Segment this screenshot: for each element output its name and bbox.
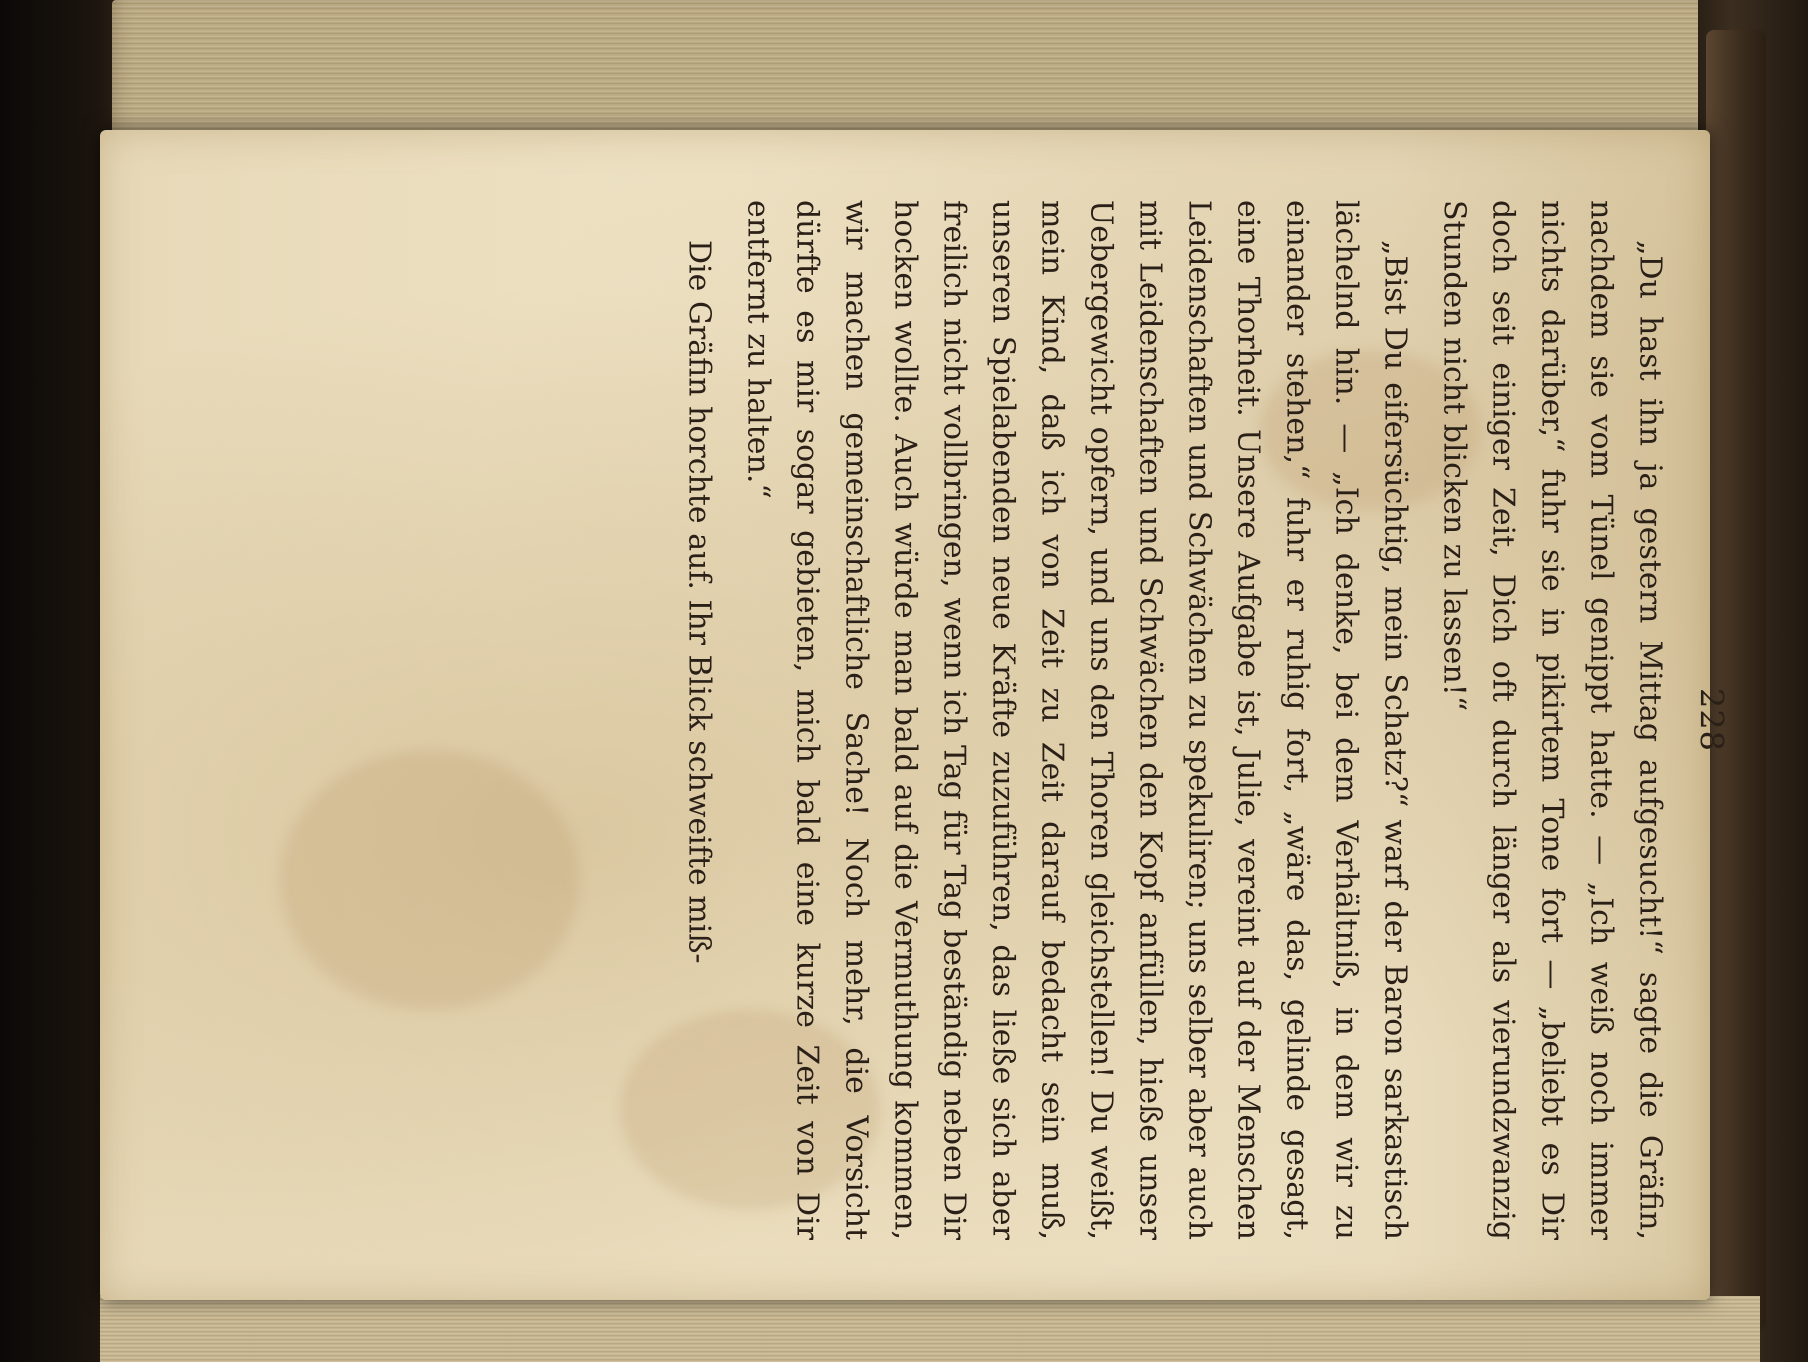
book-page [100,130,1731,1300]
paragraph: „Du hast ihn ja gestern Mittag aufgesucht!“ sagte die Gräfin, nachdem sie vom Tünel genippt hatte. — „Ich weiß noch immer nichts darüber,“ fuhr sie in pikirtem Tone fort — „beliebt es Dir doch seit einiger Zeit, Dich oft durch länger als vierundzwanzig Stunden nicht blicken zu lassen!“ [1436,200,1668,1240]
paper-stain [280,750,580,1010]
paragraph: „Bist Du eifersüchtig, mein Schatz?“ warf der Baron sarkastisch lächelnd hin. — „Ich denke, bei dem Verhältniß, in dem wir zu einander stehen,“ fuhr er ruhig fort, „wäre das, gelinde gesagt, eine Thorheit. Unsere Aufgabe ist, Julie, vereint auf der Menschen Leidenschaften und Schwächen zu spekuliren; uns selber aber auch mit Leidenschaften und Schwächen den Kopf anfüllen, hieße unser Uebergewicht opfern, und uns den Thoren gleichstellen! Du weißt, mein Kind, daß ich von Zeit zu Zeit darauf bedacht sein muß, unseren Spielabenden neue Kräfte zuzuführen, das ließe sich aber freilich nicht vollbringen, wenn ich Tag für Tag beständig neben Dir hocken wollte. Auch würde man bald auf die Vermuthung kommen, wir machen gemeinschaftliche Sache! Noch mehr, die Vorsicht dürfte es mir sogar gebieten, mich bald eine kurze Zeit von Dir entfernt zu halten.“ [740,200,1413,1240]
page-number: 228 [1692,687,1731,753]
paragraph: Die Gräfin horchte auf. Ihr Blick schweifte miß- [681,240,717,964]
page-text-block [675,200,1736,1240]
page-edges-bottom [100,1296,1760,1362]
